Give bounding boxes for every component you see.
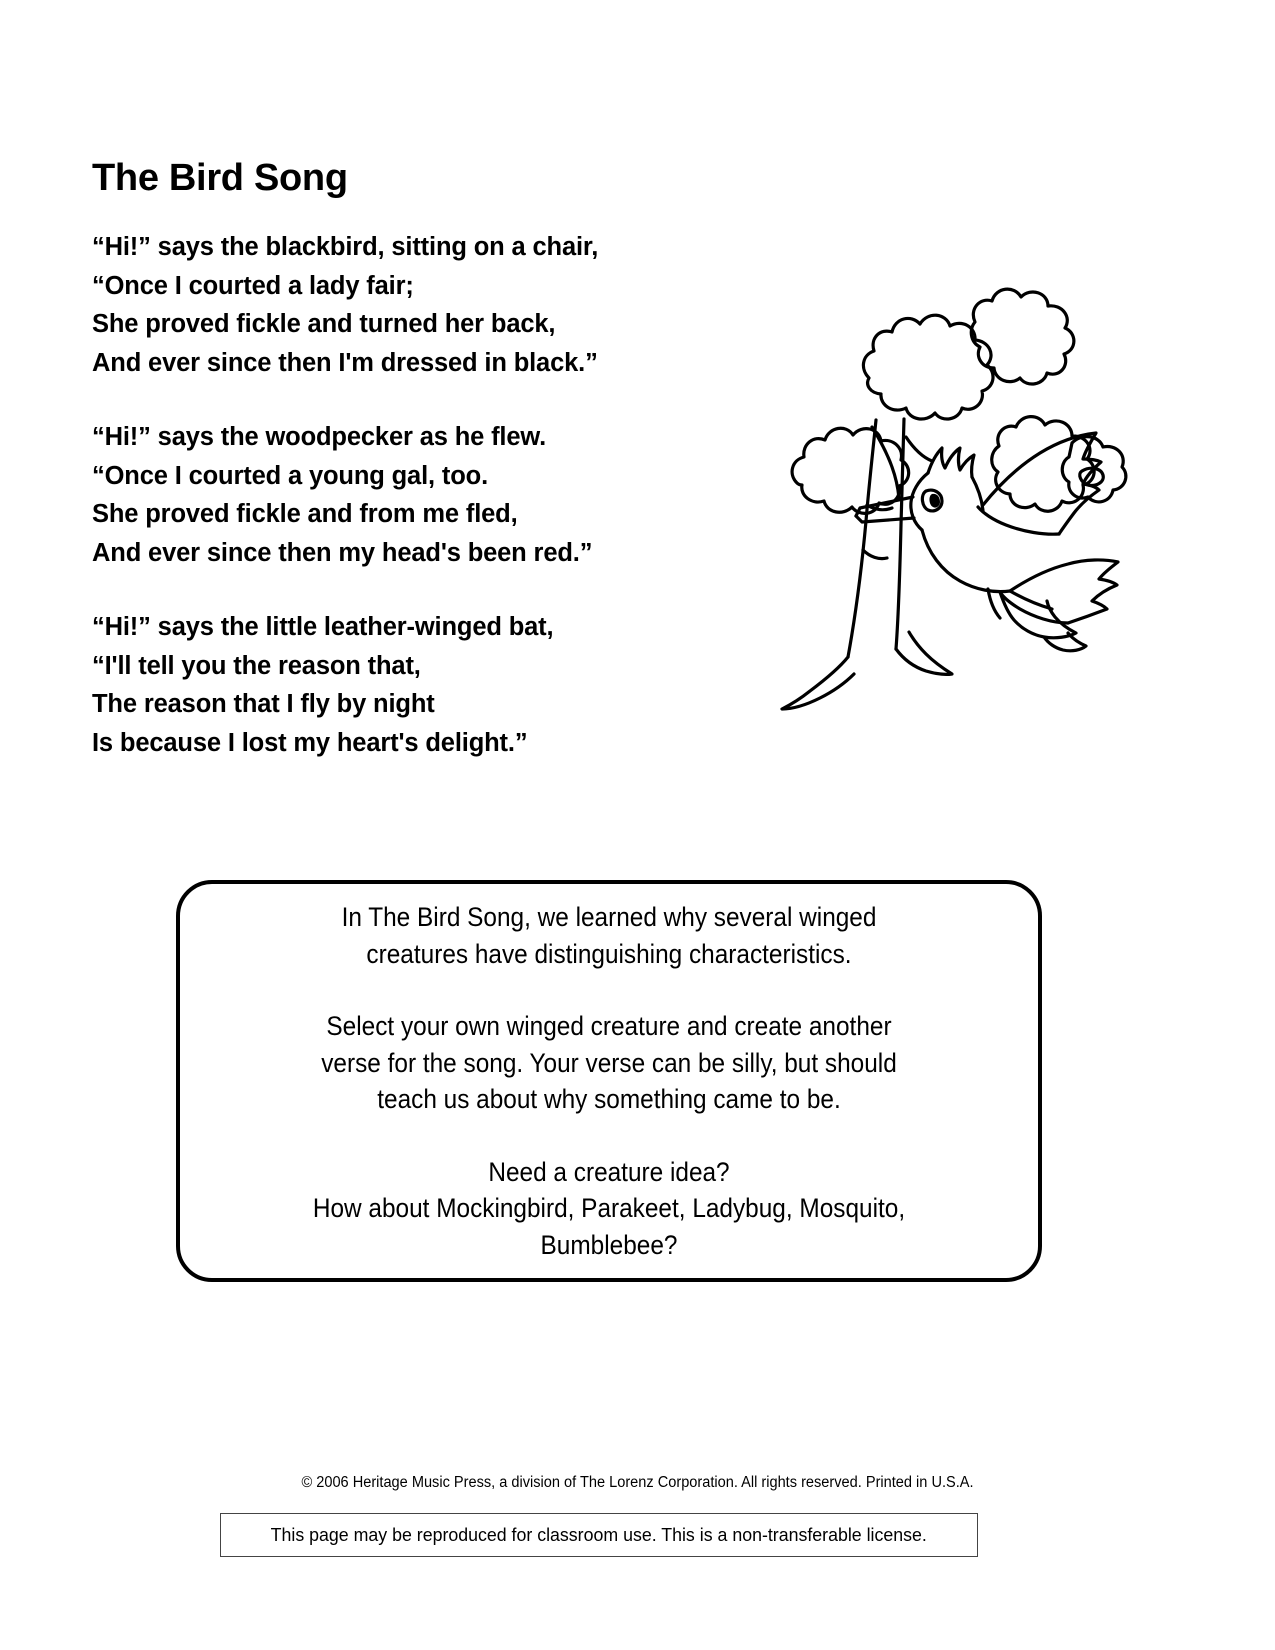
poem-line: She proved fickle and turned her back, bbox=[92, 310, 556, 338]
poem-stanza-2 bbox=[92, 418, 752, 572]
license-text: This page may be reproduced for classroom use. This is a non-transferable license. bbox=[270, 1524, 928, 1545]
license-box bbox=[220, 1513, 978, 1557]
copyright-notice: © 2006 Heritage Music Press, a division of The Lorenz Corporation. All rights reserved. Printed in U.S.A. bbox=[301, 1474, 974, 1491]
activity-line: Need a creature idea? bbox=[488, 1156, 730, 1187]
poem-line: And ever since then I'm dressed in black.” bbox=[92, 348, 598, 377]
tree-foliage-icon bbox=[792, 289, 1126, 513]
poem-line: “Hi!” says the blackbird, sitting on a chair, bbox=[92, 233, 599, 261]
activity-paragraph bbox=[241, 1154, 977, 1264]
activity-line: How about Mockingbird, Parakeet, Ladybug, Mosquito, bbox=[312, 1193, 906, 1223]
poem-stanza-1 bbox=[92, 228, 752, 382]
poem-line: She proved fickle and from me fled, bbox=[92, 500, 518, 528]
activity-line: teach us about why something came to be. bbox=[377, 1084, 841, 1114]
poem-line: And ever since then my head's been red.” bbox=[92, 538, 593, 567]
poem-line: “Once I courted a lady fair; bbox=[92, 271, 414, 300]
page-title: The Bird Song bbox=[92, 157, 348, 200]
activity-line: Select your own winged creature and create another bbox=[326, 1011, 892, 1041]
poem-stanza-3 bbox=[92, 608, 752, 762]
poem-line: “I'll tell you the reason that, bbox=[92, 651, 421, 680]
activity-line: verse for the song. Your verse can be silly, but should bbox=[321, 1047, 897, 1078]
activity-paragraph bbox=[241, 1008, 977, 1118]
poem-body bbox=[92, 228, 752, 762]
poem-line: “Hi!” says the little leather-winged bat, bbox=[92, 613, 554, 641]
activity-line: Bumblebee? bbox=[540, 1229, 678, 1260]
paragraph-spacer bbox=[209, 972, 1009, 1008]
activity-instructions-text bbox=[209, 899, 1009, 1263]
poem-line: “Hi!” says the woodpecker as he flew. bbox=[92, 423, 547, 451]
paragraph-spacer bbox=[209, 1118, 1009, 1154]
woodpecker-and-tree-illustration bbox=[756, 205, 1156, 725]
poem-line: The reason that I fly by night bbox=[92, 690, 435, 718]
activity-instructions-box bbox=[176, 880, 1042, 1282]
tree-trunk-icon bbox=[782, 419, 952, 709]
poem-line: “Once I courted a young gal, too. bbox=[92, 461, 489, 490]
poem-line: Is because I lost my heart's delight.” bbox=[92, 728, 528, 757]
activity-line: creatures have distinguishing characteristics. bbox=[366, 938, 852, 969]
activity-line: In The Bird Song, we learned why several winged bbox=[341, 902, 877, 932]
bird-icon bbox=[856, 433, 1118, 651]
activity-paragraph bbox=[241, 899, 977, 972]
